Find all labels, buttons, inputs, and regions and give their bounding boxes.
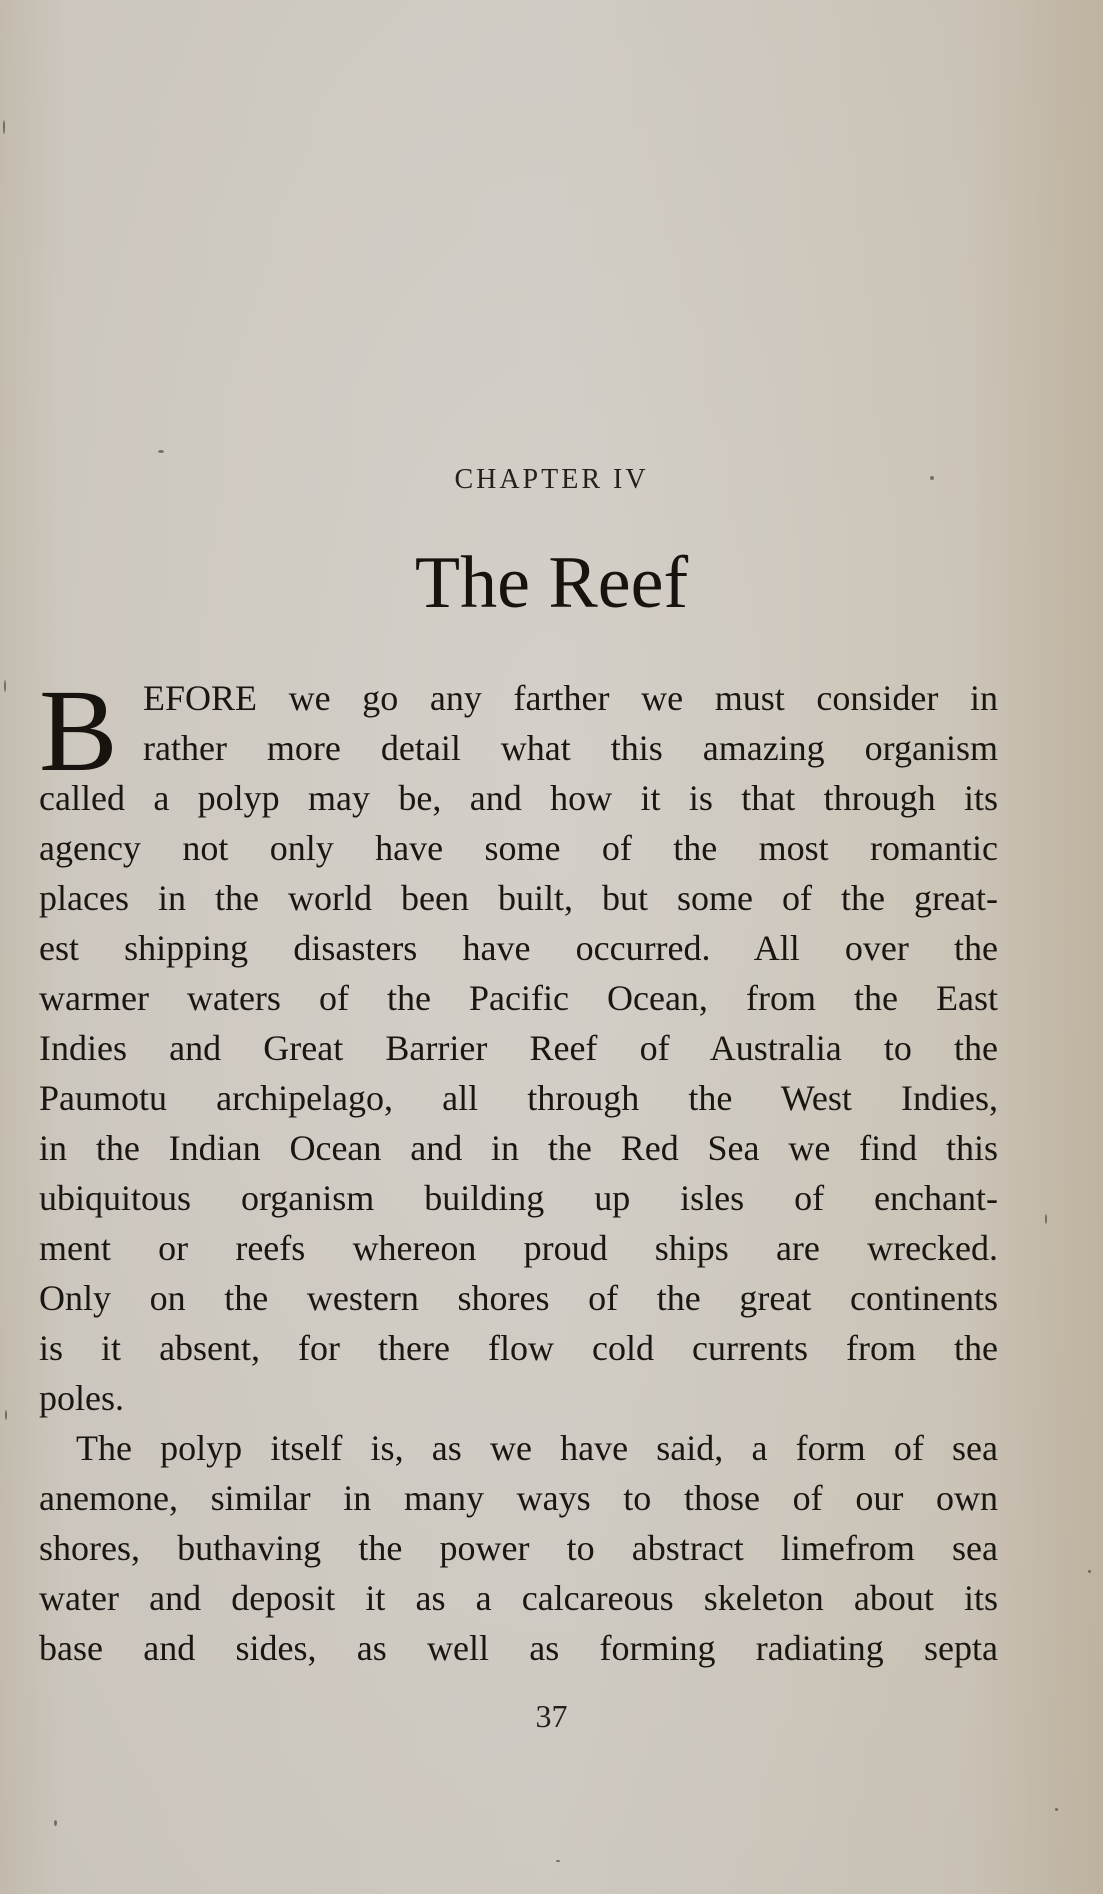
paper-speck (1088, 1570, 1091, 1573)
text-line: in the Indian Ocean and in the Red Sea we find this (39, 1128, 998, 1168)
text-line: Paumotu archipelago, all through the West Indies, (39, 1078, 998, 1118)
text-line: called a polyp may be, and how it is that through its (39, 778, 998, 818)
text-line: rather more detail what this amazing organism (143, 728, 998, 768)
page-number: 37 (535, 1698, 568, 1734)
chapter-label: CHAPTER IV (454, 464, 649, 495)
text-line: ment or reefs whereon proud ships are wrecked. (39, 1228, 998, 1268)
text-line: ubiquitous organism building up isles of enchant- (39, 1178, 998, 1218)
paper-speck (54, 1820, 57, 1826)
text-line: EFORE we go any farther we must consider in (143, 678, 998, 718)
drop-cap: B (39, 665, 118, 796)
chapter-title: The Reef (414, 542, 689, 624)
paper-speck (1055, 1808, 1058, 1811)
text-line: anemone, similar in many ways to those of our own (39, 1478, 998, 1518)
text-line: est shipping disasters have occurred. All over the (39, 928, 998, 968)
text-line: is it absent, for there flow cold currents from the (39, 1328, 998, 1368)
paper-speck (1045, 1214, 1047, 1224)
paper-speck (556, 1860, 560, 1862)
text-line: places in the world been built, but some of the great- (39, 878, 998, 918)
text-line: Indies and Great Barrier Reef of Australia to the (39, 1028, 998, 1068)
text-line: base and sides, as well as forming radiating septa (39, 1628, 998, 1668)
paper-speck (930, 476, 934, 480)
text-line: warmer waters of the Pacific Ocean, from the East (39, 978, 998, 1018)
body-text (39, 665, 998, 1673)
text-line: agency not only have some of the most romantic (39, 828, 998, 868)
text-line: The polyp itself is, as we have said, a form of sea (76, 1428, 998, 1468)
paper-speck (5, 1410, 7, 1420)
paper-speck (158, 450, 164, 453)
text-line: water and deposit it as a calcareous skeleton about its (39, 1578, 998, 1618)
paper-speck (4, 680, 6, 692)
paper-speck (3, 120, 5, 134)
text-line: poles. (39, 1378, 124, 1418)
text-line: Only on the western shores of the great continents (39, 1278, 998, 1318)
text-line: shores, buthaving the power to abstract limefrom sea (39, 1528, 998, 1568)
